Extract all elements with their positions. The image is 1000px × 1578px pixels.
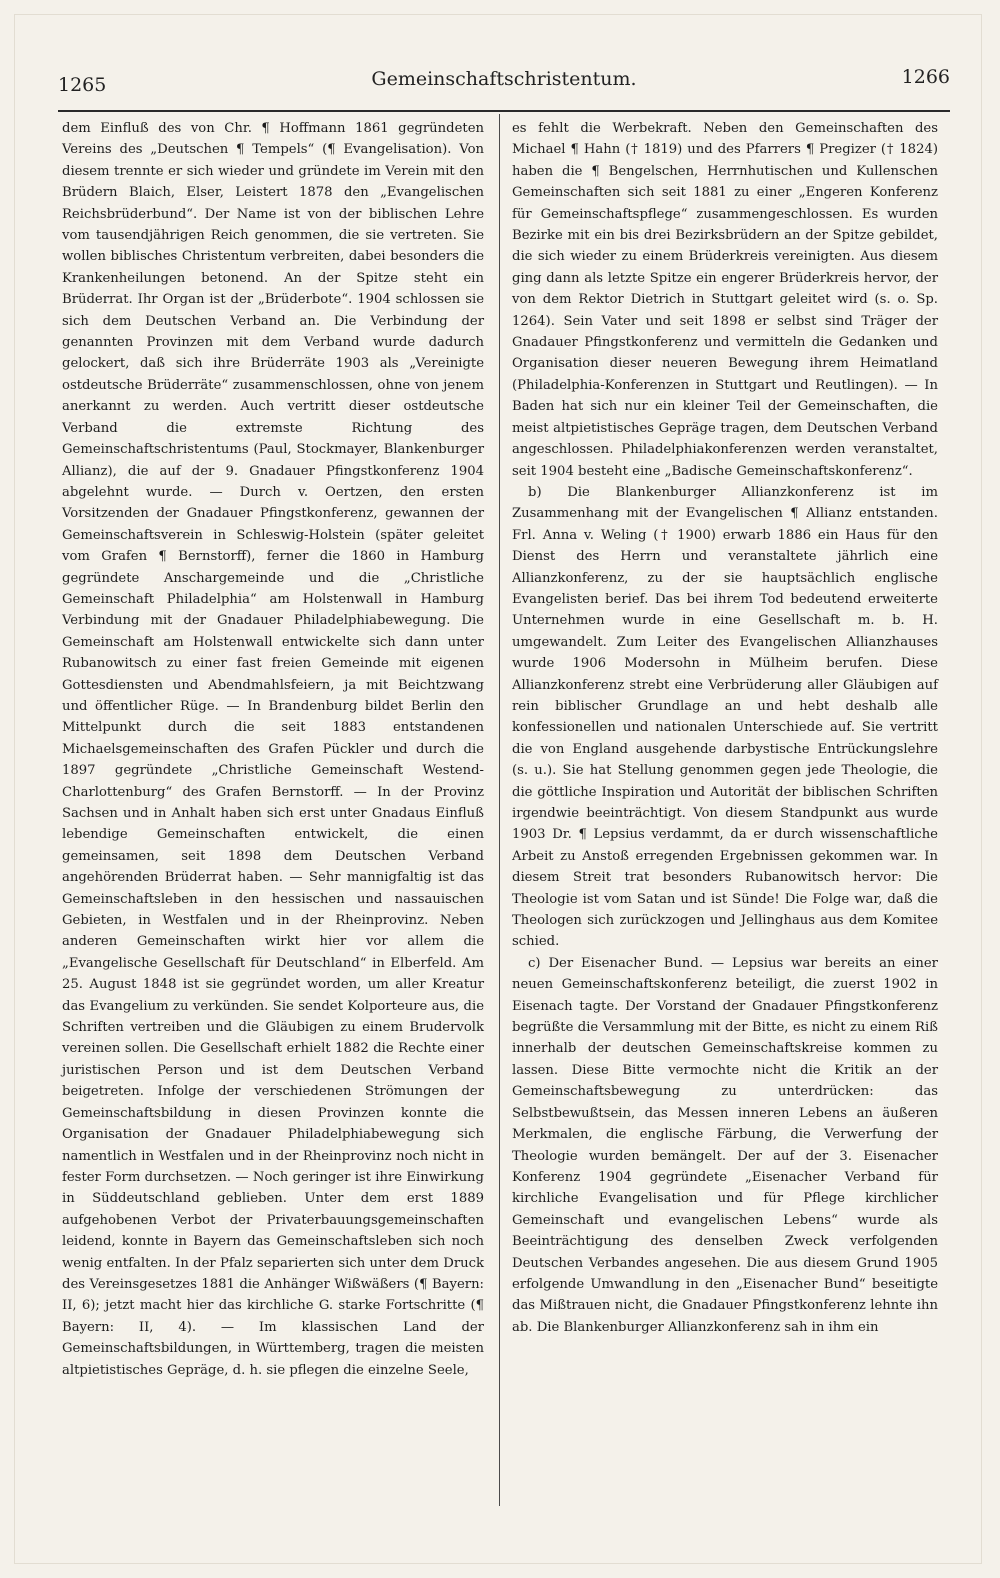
left-column — [62, 118, 484, 1381]
running-title: Gemeinschaftschristentum. — [371, 68, 637, 90]
left-paragraph: dem Einfluß des von Chr. ¶ Hoffmann 1861 gegründeten Vereins des „Deutschen ¶ Tempels“ (¶ Evangelisation). Von diesem trennte er sich wieder und gründete im Verein mit den Brüdern Blaich, Elser, Leistert 1878 den „Evangelischen Reichsbrüderbund“. Der Name ist von der biblischen Lehre vom tausendjährigen Reich genommen, die sie vertreten. Sie wollen biblisches Christentum verbreiten, dabei besonders die Krankenheilungen betonend. An der Spitze steht ein Brüderrat. Ihr Organ ist der „Brüderbote“. 1904 schlossen sie sich dem Deutschen Verband an. Die Verbindung der genannten Provinzen mit dem Verband wurde dadurch gelockert, daß sich ihre Brüderräte 1903 als „Vereinigte ostdeutsche Brüderräte“ zusammenschlossen, ohne von jenem anerkannt zu werden. Auch vertritt dieser ostdeutsche Verband die extremste Richtung des Gemeinschaftschristentums (Paul, Stockmayer, Blankenburger Allianz), die auf der 9. Gnadauer Pfingstkonferenz 1904 abgelehnt wurde. — Durch v. Oertzen, den ersten Vorsitzenden der Gnadauer Pfingstkonferenz, gewannen der Gemeinschaftsverein in Schleswig-Holstein (später geleitet vom Grafen ¶ Bernstorff), ferner die 1860 in Hamburg gegründete Anschargemeinde und die „Christliche Gemeinschaft Philadelphia“ am Holstenwall in Hamburg Verbindung mit der Gnadauer Philadelphiabewegung. Die Gemeinschaft am Holstenwall entwickelte sich dann unter Rubanowitsch zu einer fast freien Gemeinde mit eigenen Gottesdiensten und Abendmahlsfeiern, ja mit Beichtzwang und öffentlicher Rüge. — In Brandenburg bildet Berlin den Mittelpunkt durch die seit 1883 entstandenen Michaelsgemeinschaften des Grafen Pückler und durch die 1897 gegründete „Christliche Gemeinschaft Westend-Charlottenburg“ des Grafen Bernstorff. — In der Provinz Sachsen und in Anhalt haben sich erst unter Gnadaus Einfluß lebendige Gemeinschaften entwickelt, die einen gemeinsamen, seit 1898 dem Deutschen Verband angehörenden Brüderrat haben. — Sehr mannigfaltig ist das Gemeinschaftsleben in den hessischen und nassauischen Gebieten, in Westfalen und in der Rheinprovinz. Neben anderen Gemeinschaften wirkt hier vor allem die „Evangelische Gesellschaft für Deutschland“ in Elberfeld. Am 25. August 1848 ist sie gegründet worden, um aller Kreatur das Evangelium zu verkünden. Sie sendet Kolporteure aus, die Schriften vertreiben und die Gläubigen zu einem Brudervolk vereinen sollen. Die Gesellschaft erhielt 1882 die Rechte einer juristischen Person und ist dem Deutschen Verband beigetreten. Infolge der verschiedenen Strömungen der Gemeinschaftsbildung in diesen Provinzen konnte die Organisation der Gnadauer Philadelphiabewegung sich namentlich in Westfalen und in der Rheinprovinz noch nicht in fester Form durchsetzen. — Noch geringer ist ihre Einwirkung in Süddeutschland geblieben. Unter dem erst 1889 aufgehobenen Verbot der Privaterbauungsgemeinschaften leidend, konnte in Bayern das Gemeinschaftsleben sich noch wenig entfalten. In der Pfalz separierten sich unter dem Druck des Vereinsgesetzes 1881 die Anhänger Wißwäßers (¶ Bayern: II, 6); jetzt macht hier das kirchliche G. starke Fortschritte (¶ Bayern: II, 4). — Im klassischen Land der Gemeinschaftsbildungen, in Württemberg, tragen die meisten altpietistisches Gepräge, d. h. sie pflegen die einzelne Seele, — [62, 121, 484, 1378]
page-number-left: 1265 — [58, 74, 107, 96]
right-paragraph: c) Der Eisenacher Bund. — Lepsius war bereits an einer neuen Gemeinschaftskonferenz beteiligt, die zuerst 1902 in Eisenach tagte. Der Vorstand der Gnadauer Pfingstkonferenz begrüßte die Versammlung mit der Bitte, es nicht zu einem Riß innerhalb der deutschen Gemeinschaftskreise kommen zu lassen. Diese Bitte vermochte nicht die Kritik an der Gemeinschaftsbewegung zu unterdrücken: das Selbstbewußtsein, das Messen inneren Lebens an äußeren Merkmalen, die englische Färbung, die Verwerfung der Theologie wurden bemängelt. Der auf der 3. Eisenacher Konferenz 1904 gegründete „Eisenacher Verband für kirchliche Evangelisation und für Pflege kirchlicher Gemeinschaft und evangelischen Lebens“ wurde als Beeinträchtigung des denselben Zweck verfolgenden Deutschen Verbandes angesehen. Die aus diesem Grund 1905 erfolgende Umwandlung in den „Eisenacher Bund“ beseitigte das Mißtrauen nicht, die Gnadauer Pfingstkonferenz lehnte ihn ab. Die Blankenburger Allianzkonferenz sah in ihm ein — [512, 955, 938, 1335]
column-divider — [499, 114, 500, 1506]
right-paragraph: es fehlt die Werbekraft. Neben den Gemeinschaften des Michael ¶ Hahn († 1819) und des Pfarrers ¶ Pregizer († 1824) haben die ¶ Bengelschen, Herrnhutischen und Kullenschen Gemeinschaften sich seit 1881 zu einer „Engeren Konferenz für Gemeinschaftspflege“ zusammengeschlossen. Es wurden Bezirke mit ein bis drei Bezirksbrüdern an der Spitze gebildet, die sich wieder zu einem Brüderkreis vereinigten. Aus diesem ging dann als letzte Spitze ein engerer Brüderkreis hervor, der von dem Rektor Dietrich in Stuttgart geleitet wird (s. o. Sp. 1264). Sein Vater und seit 1898 er selbst sind Träger der Gnadauer Pfingstkonferenz und vermitteln die Gedanken und Organisation dieser neueren Bewegung ihrem Heimatland (Philadelphia-Konferenzen in Stuttgart und Reutlingen). — In Baden hat sich nur ein kleiner Teil der Gemeinschaften, die meist altpietistisches Gepräge tragen, dem Deutschen Verband angeschlossen. Philadelphiakonferenzen werden veranstaltet, seit 1904 besteht eine „Badische Gemeinschaftskonferenz“. — [512, 121, 938, 479]
right-column — [512, 118, 938, 1338]
right-paragraph: b) Die Blankenburger Allianzkonferenz ist im Zusammenhang mit der Evangelischen ¶ Allianz entstanden. Frl. Anna v. Weling († 1900) erwarb 1886 ein Haus für den Dienst des Herrn und veranstaltete jährlich eine Allianzkonferenz, zu der sie hauptsächlich englische Evangelisten berief. Das bei ihrem Tod bedeutend erweiterte Unternehmen wurde in eine Gesellschaft m. b. H. umgewandelt. Zum Leiter des Evangelischen Allianzhauses wurde 1906 Modersohn in Mülheim berufen. Diese Allianzkonferenz strebt eine Verbrüderung aller Gläubigen auf rein biblischer Grundlage an und hebt deshalb alle konfessionellen und nationalen Unterschiede auf. Sie vertritt die von England ausgehende darbystische Entrückungslehre (s. u.). Sie hat Stellung genommen gegen jede Theologie, die die göttliche Inspiration und Autorität der biblischen Schriften irgendwie beeinträchtigt. Von diesem Standpunkt aus wurde 1903 Dr. ¶ Lepsius verdammt, da er durch wissenschaftliche Arbeit zu Anstoß erregenden Ergebnissen gekommen war. In diesem Streit trat besonders Rubanowitsch hervor: Die Theologie ist vom Satan und ist Sünde! Die Folge war, daß die Theologen sich zurückzogen und Jellinghaus aus dem Komitee schied. — [512, 484, 938, 950]
page-header — [58, 66, 950, 102]
page-number-right: 1266 — [901, 66, 950, 88]
header-rule — [58, 110, 950, 112]
